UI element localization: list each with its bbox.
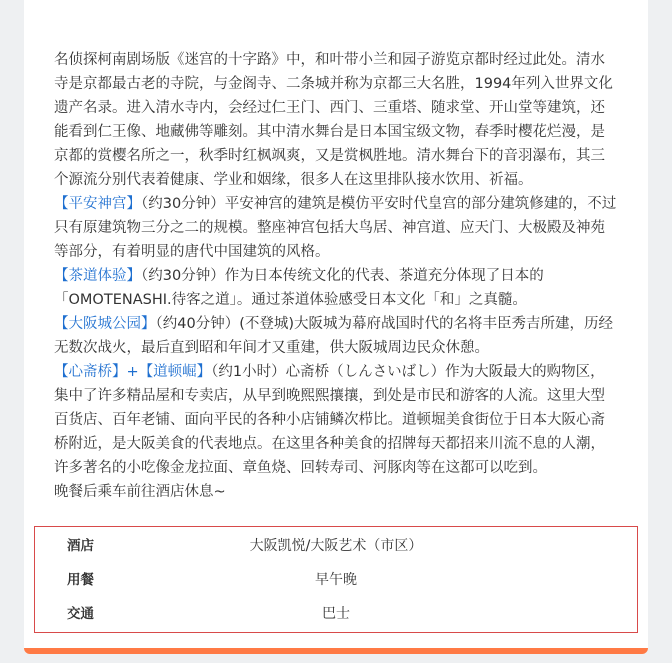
paragraph-evening [54, 480, 618, 504]
transport-row [35, 599, 637, 629]
osaka-castle-text: （约40分钟）(不登城)大阪城为幕府战国时代的名将丰臣秀吉所建，历经无数次战火，最后直到昭和年间才又重建，供大阪城周边民众休憩。 [54, 316, 614, 356]
paragraph-tea-ceremony [54, 264, 618, 312]
transport-label: 交通 [67, 606, 94, 622]
meals-row [35, 565, 637, 595]
tea-ceremony-title: 【茶道体验】 [54, 268, 141, 284]
hotel-row [35, 531, 637, 561]
paragraph-heian-shrine [54, 192, 618, 264]
shinsaibashi-text: （约1小时）心斋桥（しんさいばし）作为大阪最大的购物区，集中了许多精品屋和专卖店，从早到晚熙熙攘攘，到处是市民和游客的人流。这里大型百货店、百年老铺、面向平民的各种小店铺鳞次栉比。道顿堀美食街位于日本大阪心斋桥附近，是大阪美食的代表地点。在这里各种美食的招牌每天都招来川流不息的人潮，许多著名的小吃像金龙拉面、章鱼烧、回转寿司、河豚肉等在这都可以吃到。 [54, 364, 605, 476]
paragraph-osaka-castle [54, 312, 618, 360]
hotel-label: 酒店 [67, 538, 94, 554]
transport-value: 巴士 [322, 606, 350, 622]
osaka-castle-title: 【大阪城公园】 [54, 316, 156, 332]
heian-shrine-text: （约30分钟）平安神宫的建筑是模仿平安时代皇宫的部分建筑修建的，不过只有原建筑物三分之二的规模。整座神宫包括大鸟居、神宫道、应天门、大极殿及神苑等部分，有着明显的唐代中国建筑的风格。 [54, 196, 617, 260]
paragraph-kiyomizu [54, 48, 618, 192]
tea-ceremony-text: （约30分钟）作为日本传统文化的代表、茶道充分体现了日本的「OMOTENASHI.待客之道」。通过茶道体验感受日本文化「和」之真髓。 [54, 268, 544, 308]
trip-info-box [34, 526, 638, 633]
evening-text: 晚餐后乘车前往酒店休息~ [54, 484, 226, 500]
meals-label: 用餐 [67, 572, 94, 588]
paragraph-kiyomizu-text: 名侦探柯南剧场版《迷宫的十字路》中，和叶带小兰和园子游览京都时经过此处。清水寺是京都最古老的寺院，与金阁寺、二条城并称为京都三大名胜，1994年列入世界文化遗产名录。进入清水寺内，会经过仁王门、西门、三重塔、随求堂、开山堂等建筑，还能看到仁王像、地藏佛等雕刻。其中清水舞台是日本国宝级文物，春季时樱花烂漫，是京都的赏樱名所之一，秋季时红枫飒爽，又是赏枫胜地。清水舞台下的音羽瀑布，其三个源流分别代表着健康、学业和姻缘，很多人在这里排队接水饮用、祈福。 [54, 52, 613, 188]
meals-value: 早午晚 [315, 572, 357, 588]
heian-shrine-title: 【平安神宫】 [54, 196, 141, 212]
hotel-value: 大阪凯悦/大阪艺术（市区） [249, 538, 423, 554]
itinerary-card [24, 0, 648, 654]
shinsaibashi-title: 【心斋桥】+【道顿崛】 [54, 364, 212, 380]
paragraph-shinsaibashi [54, 360, 618, 480]
itinerary-description [54, 48, 618, 504]
